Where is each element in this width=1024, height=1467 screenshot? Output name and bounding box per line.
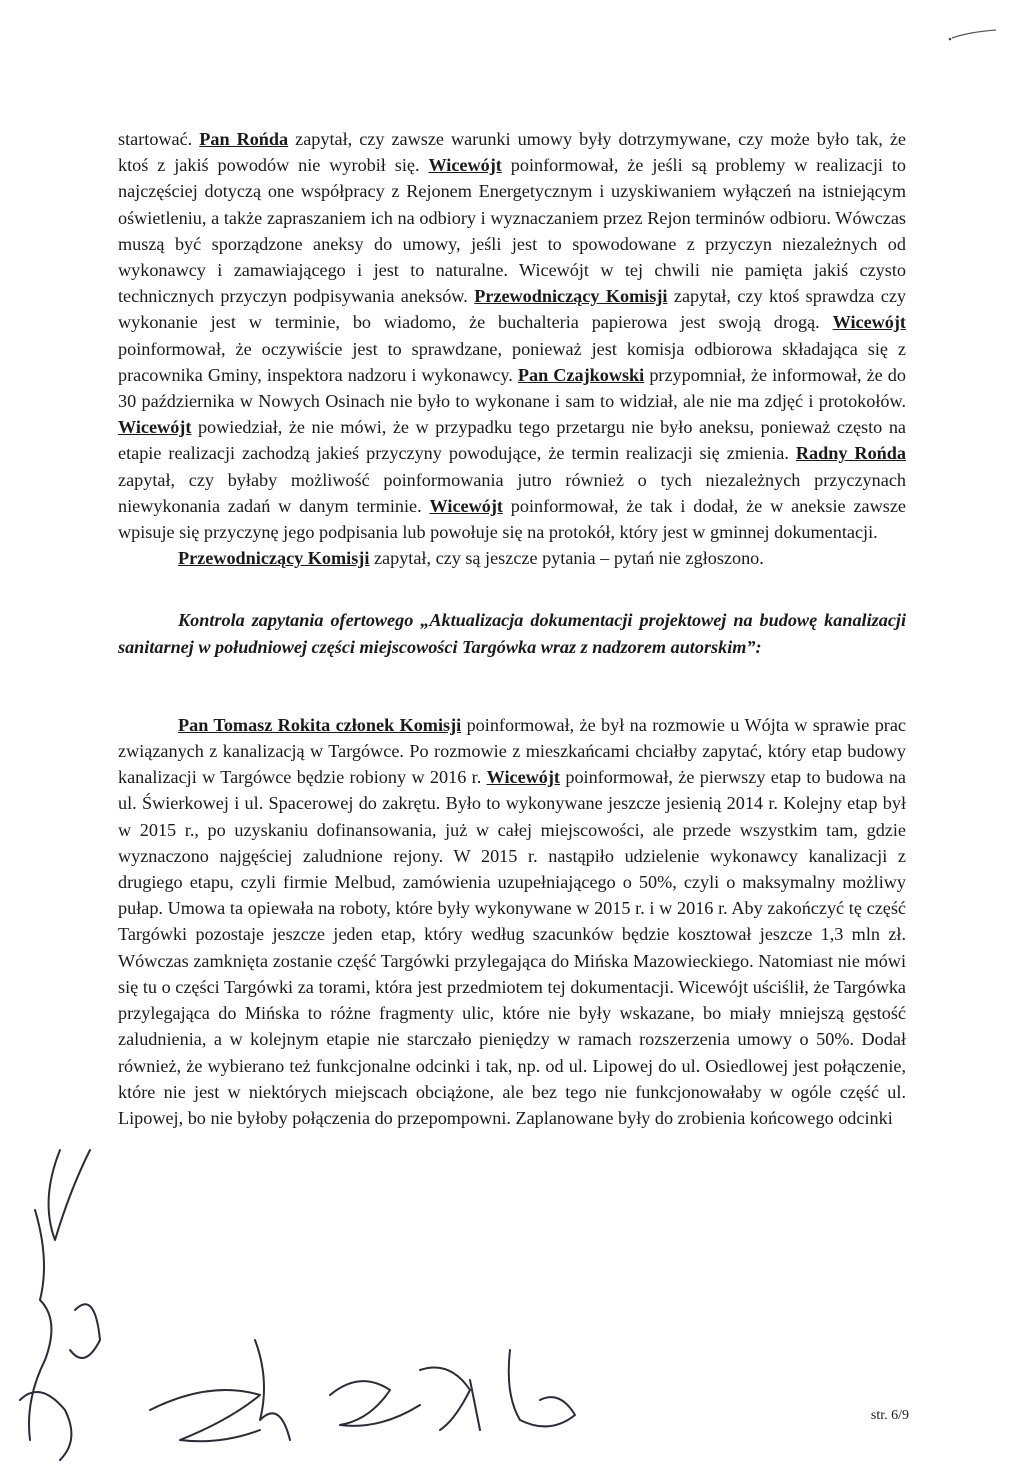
paragraph	[118, 545, 906, 571]
signature-stroke	[509, 1350, 575, 1426]
signature-stroke	[420, 1368, 470, 1431]
signature-stroke	[150, 1390, 260, 1441]
corner-mark	[944, 24, 1004, 44]
signature-stroke	[70, 1304, 100, 1358]
spacer	[118, 660, 906, 712]
speaker-name: Pan Tomasz Rokita członek Komisji	[178, 714, 462, 735]
speaker-name: Przewodniczący Komisji	[178, 548, 370, 569]
paragraph-text: zapytał, czy są jeszcze pytania – pytań nie zgłoszono.	[369, 548, 764, 569]
speaker-name: Pan Czajkowski	[517, 364, 645, 385]
paragraph-text: zapytał, czy byłaby możliwość poinformowania jutro również o tych niezależnych przyczynach niewykonania zadań w danym terminie.	[118, 469, 906, 516]
signature-stroke	[29, 1210, 51, 1440]
speaker-name: Wicewójt	[428, 155, 502, 176]
speaker-name: Przewodniczący Komisji	[474, 286, 668, 307]
paragraph	[118, 126, 906, 545]
speaker-name: Wicewójt	[118, 417, 192, 438]
paragraph-text: powiedział, że nie mówi, że w przypadku tego przetargu nie było aneksu, ponieważ często na etapie realizacji zachodzą jakieś przyczyny powodujące, że termin realizacji się zmienia.	[118, 417, 906, 464]
paragraph-text: zapytał, czy zawsze warunki umowy były dotrzymywane, czy może było tak, że ktoś z jakiś powodów nie wyrobił się.	[118, 129, 907, 176]
signature-stroke	[330, 1381, 420, 1426]
paragraph-text: startować.	[118, 129, 200, 149]
signature-stroke	[470, 1380, 480, 1430]
paragraph-text: przypomniał, że informował, że do 30 października w Nowych Osinach nie było to wykonane i sam to widział, ale nie ma zdjęć i protokołów.	[118, 364, 906, 412]
speaker-name: Wicewójt	[429, 495, 503, 516]
page-number: str. 6/9	[870, 1408, 909, 1423]
signature-stroke	[255, 1340, 290, 1440]
paragraph-text: zapytał, czy ktoś sprawdza czy wykonanie jest w terminie, bo wiadomo, że buchalteria papierowa jest swoją drogą.	[118, 286, 906, 333]
paragraph-text: poinformował, że oczywiście jest to sprawdzane, ponieważ jest komisja odbiorowa składająca się z pracownika Gminy, inspektora nadzoru i wykonawcy.	[118, 338, 906, 385]
signature-stroke	[49, 1150, 90, 1240]
section-title: Kontrola zapytania ofertowego „Aktualizacja dokumentacji projektowej na budowę kanalizacji sanitarnej w południowej części miejscowości Targówka wraz z nadzorem autorskim”:	[118, 610, 906, 657]
spacer	[118, 571, 906, 607]
paragraph-text: poinformował, że tak i dodał, że w aneksie zawsze wpisuje się przyczynę jego podpisania lub powołuje się na protokół, który jest w gminnej dokumentacji.	[118, 495, 906, 543]
paragraph-text: poinformował, że jeśli są problemy w realizacji to najczęściej dotyczą one współpracy z Rejonem Energetycznym i uzyskiwaniem wyłączeń na istniejącym oświetleniu, a także zapraszaniem ich na odbiory i wyznaczaniem przez Rejon terminów odbioru. Wówczas muszą być sporządzone aneksy do umowy, jeśli jest to spowodowane z przyczyn niezależnych od wykonawcy i zamawiającego i jest to naturalne. Wicewójt w tej chwili nie pamięta jakiś czysto technicznych przyczyn podpisywania aneksów.	[118, 155, 907, 307]
paragraph	[118, 712, 906, 1131]
speaker-name: Radny Rońda	[795, 443, 906, 464]
signature-stroke	[20, 1392, 71, 1460]
paragraph-text: poinformował, że był na rozmowie u Wójta w sprawie prac związanych z kanalizacją w Targówce. Po rozmowie z mieszkańcami chciałby zapytać, który etap budowy kanalizacji w Targówce będzie robiony w 2016 r.	[118, 714, 906, 788]
speaker-name: Wicewójt	[832, 312, 906, 333]
document-body	[118, 126, 906, 1131]
paragraph-text: poinformował, że pierwszy etap to budowa na ul. Świerkowej i ul. Spacerowej do zakrętu. Było to wykonywane jeszcze jesienią 2014 r. Kolejny etap był w 2015 r., po uzyskaniu dofinansowania, już w całej miejscowości, ale przede wszystkim tam, gdzie wyznaczono najgęściej zaludnione rejony. W 2015 r. nastąpiło udzielenie wykonawcy kanalizacji z drugiego etapu, czyli firmie Melbud, zamówienia uzupełniającego o 50%, czyli o maksymalny możliwy pułap. Umowa ta opiewała na roboty, które były wykonywane w 2015 r. i w 2016 r. Aby zakończyć tę część Targówki pozostaje jeszcze jeden etap, który według szacunków będzie kosztował jeszcze 1,3 mln zł. Wówczas zamknięta zostanie część Targówki przylegająca do Mińska Mazowieckiego. Natomiast nie mówi się tu o części Targówki za torami, która jest przedmiotem tej dokumentacji. Wicewójt uściślił, że Targówka przylegająca do Mińska to różne fragmenty ulic, które nie były wskazane, bo miały mniejszą gęstość zaludnienia, a w kolejnym etapie nie starczało pieniędzy w ramach rozszerzenia umowy o 50%. Dodał również, że wybierano też funkcjonalne odcinki i tak, np. od ul. Lipowej do ul. Osiedlowej jest połączenie, które nie jest w niektórych miejscach obciążone, ale bez tego nie funkcjonowałaby w ogóle część ul. Lipowej, bo nie byłoby połączenia do przepompowni. Zaplanowane były do zrobienia końcowego odcinki	[118, 767, 906, 1128]
speaker-name: Pan Rońda	[199, 129, 289, 149]
speaker-name: Wicewójt	[486, 767, 560, 788]
